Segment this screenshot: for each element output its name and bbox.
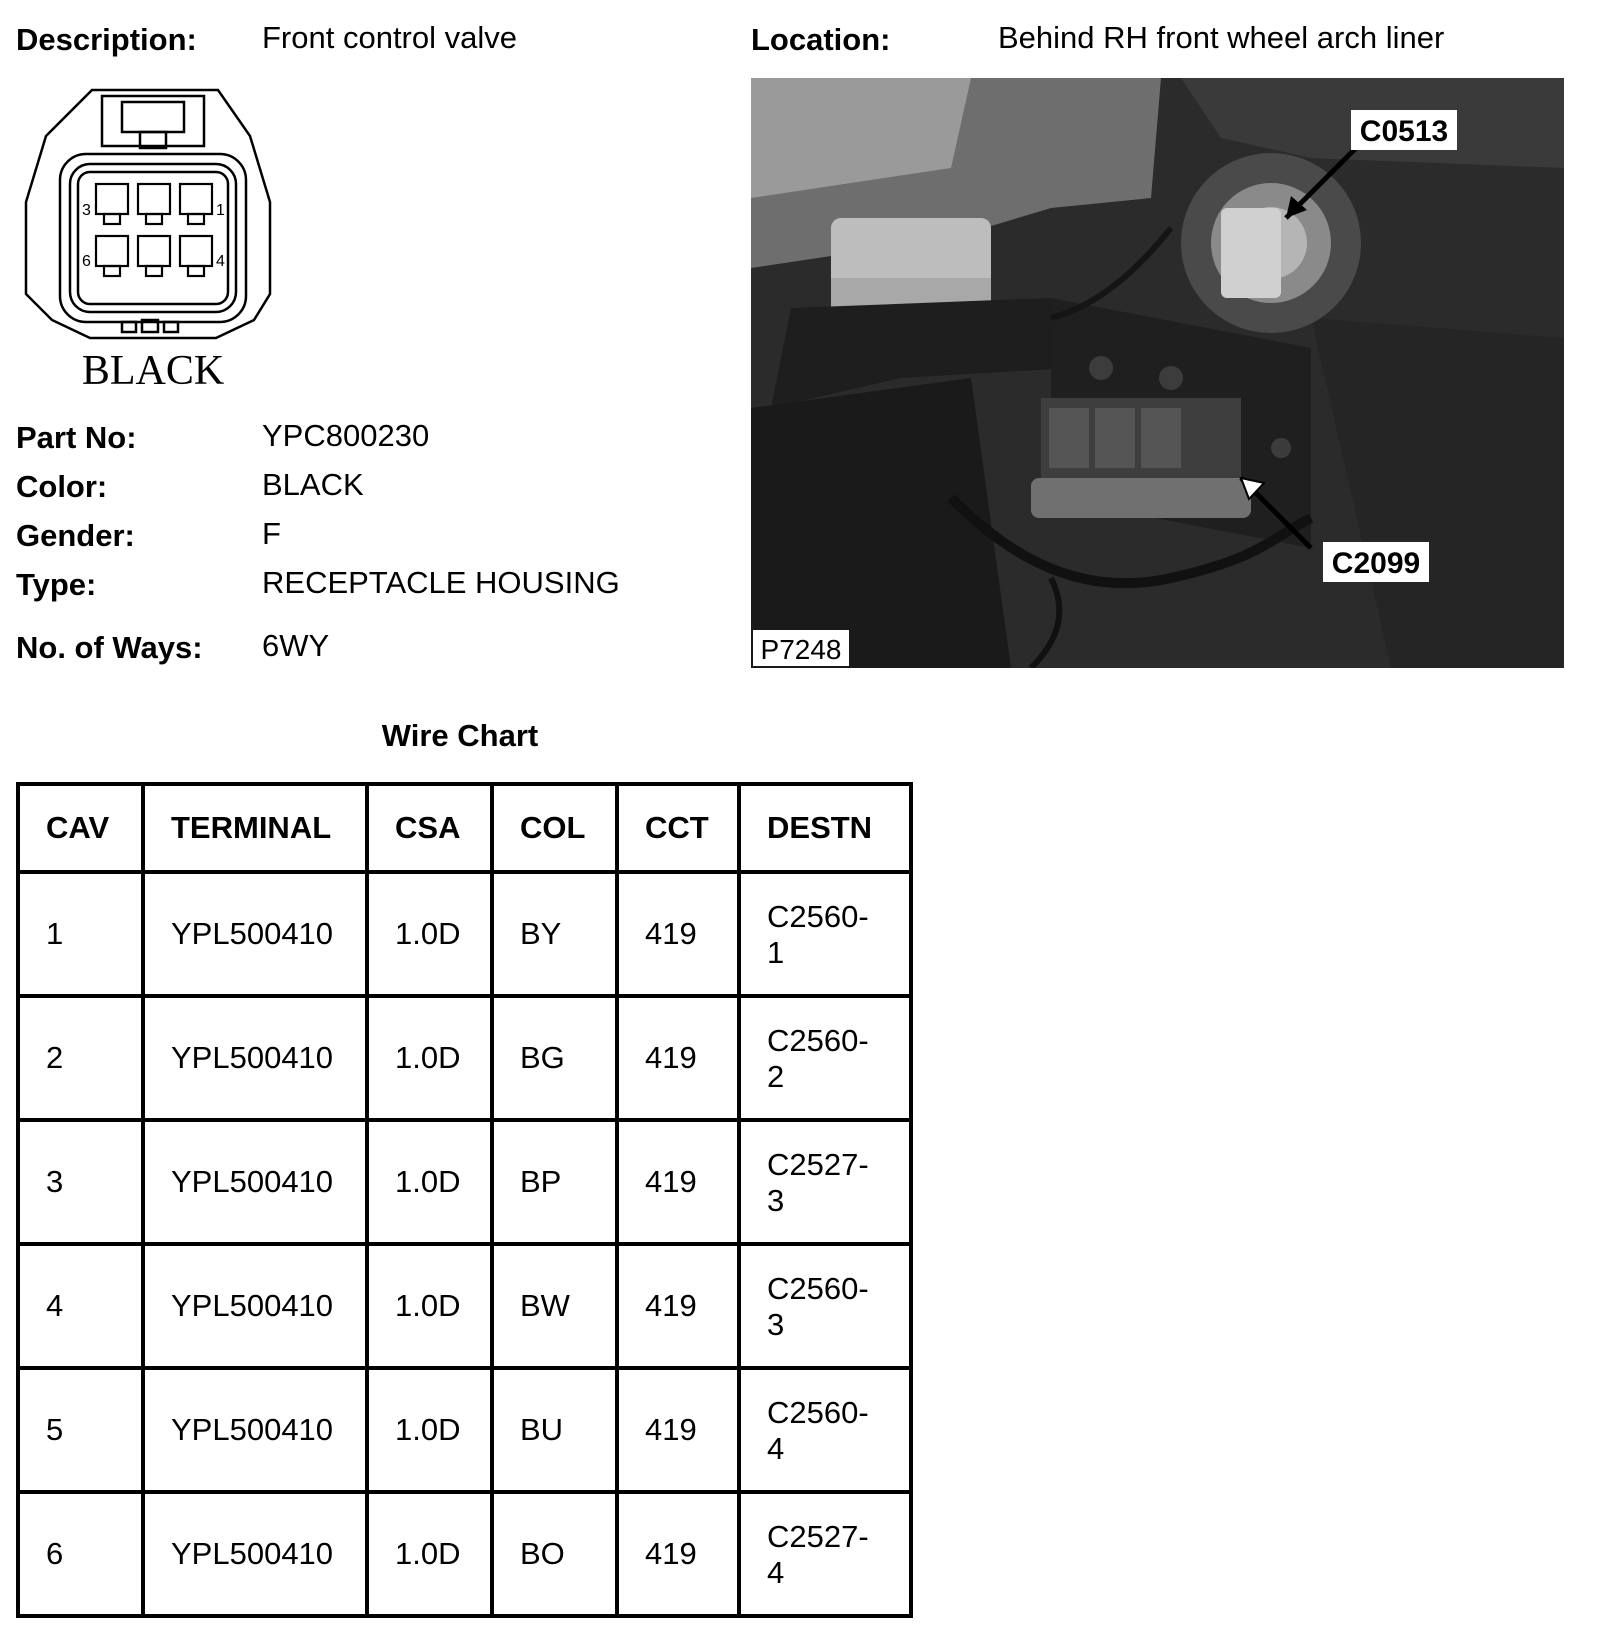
csa-cell: 1.0D bbox=[367, 1368, 492, 1492]
no-of-ways-value: 6WY bbox=[262, 628, 330, 663]
callout-c0513: C0513 bbox=[1359, 115, 1449, 148]
cavity-number-3: 3 bbox=[82, 202, 91, 219]
destn-connector: C2560- bbox=[767, 899, 869, 934]
no-of-ways-label: No. of Ways: bbox=[16, 630, 203, 665]
table-row bbox=[18, 872, 911, 996]
location-label: Location: bbox=[751, 22, 891, 57]
destn-cell bbox=[739, 872, 911, 996]
terminal-cell: YPL500410 bbox=[143, 996, 367, 1120]
table-row bbox=[18, 1492, 911, 1616]
wire-chart-title: Wire Chart bbox=[381, 718, 539, 753]
destn-cell bbox=[739, 1492, 911, 1616]
csa-cell: 1.0D bbox=[367, 872, 492, 996]
header-cct: CCT bbox=[617, 784, 739, 872]
destn-pin: 4 bbox=[767, 1555, 785, 1590]
terminal-cell: YPL500410 bbox=[143, 872, 367, 996]
table-row bbox=[18, 1120, 911, 1244]
col-cell: BU bbox=[492, 1368, 617, 1492]
description-value: Front control valve bbox=[262, 20, 517, 55]
connector-face-diagram bbox=[22, 84, 284, 394]
cct-cell: 419 bbox=[617, 1120, 739, 1244]
terminal-cell: YPL500410 bbox=[143, 1120, 367, 1244]
destn-cell bbox=[739, 1368, 911, 1492]
color-value: BLACK bbox=[262, 467, 364, 502]
cav-cell: 6 bbox=[18, 1492, 143, 1616]
cav-cell: 2 bbox=[18, 996, 143, 1120]
description-label: Description: bbox=[16, 22, 197, 57]
destn-cell bbox=[739, 996, 911, 1120]
header-terminal: TERMINAL bbox=[143, 784, 367, 872]
photo-id-label: P7248 bbox=[760, 634, 842, 665]
terminal-cell: YPL500410 bbox=[143, 1244, 367, 1368]
location-photo bbox=[751, 78, 1564, 668]
cav-cell: 3 bbox=[18, 1120, 143, 1244]
cct-cell: 419 bbox=[617, 1368, 739, 1492]
destn-connector: C2527- bbox=[767, 1519, 869, 1554]
csa-cell: 1.0D bbox=[367, 1492, 492, 1616]
header-destn: DESTN bbox=[739, 784, 911, 872]
destn-pin: 3 bbox=[767, 1183, 785, 1218]
destn-cell bbox=[739, 1120, 911, 1244]
col-cell: BW bbox=[492, 1244, 617, 1368]
table-row bbox=[18, 1244, 911, 1368]
part-no-value: YPC800230 bbox=[262, 418, 430, 453]
cav-cell: 1 bbox=[18, 872, 143, 996]
cct-cell: 419 bbox=[617, 1244, 739, 1368]
destn-pin: 2 bbox=[767, 1059, 785, 1094]
destn-cell bbox=[739, 1244, 911, 1368]
callout-c2099: C2099 bbox=[1331, 547, 1421, 580]
table-header-row bbox=[18, 784, 911, 872]
cavity-number-4: 4 bbox=[216, 253, 225, 270]
col-cell: BP bbox=[492, 1120, 617, 1244]
gender-value: F bbox=[262, 516, 281, 551]
table-row bbox=[18, 1368, 911, 1492]
terminal-cell: YPL500410 bbox=[143, 1492, 367, 1616]
location-value: Behind RH front wheel arch liner bbox=[998, 20, 1445, 55]
cav-cell: 4 bbox=[18, 1244, 143, 1368]
csa-cell: 1.0D bbox=[367, 1120, 492, 1244]
type-value: RECEPTACLE HOUSING bbox=[262, 565, 620, 600]
cavity-number-1: 1 bbox=[216, 202, 225, 219]
destn-connector: C2527- bbox=[767, 1147, 869, 1182]
col-cell: BG bbox=[492, 996, 617, 1120]
destn-pin: 1 bbox=[767, 935, 785, 970]
cct-cell: 419 bbox=[617, 996, 739, 1120]
type-label: Type: bbox=[16, 567, 97, 602]
header-csa: CSA bbox=[367, 784, 492, 872]
destn-pin: 3 bbox=[767, 1307, 785, 1342]
header-col: COL bbox=[492, 784, 617, 872]
gender-label: Gender: bbox=[16, 518, 135, 553]
connector-color-caption: BLACK bbox=[81, 348, 225, 394]
destn-connector: C2560- bbox=[767, 1023, 869, 1058]
destn-pin: 4 bbox=[767, 1431, 785, 1466]
cav-cell: 5 bbox=[18, 1368, 143, 1492]
table-row bbox=[18, 996, 911, 1120]
csa-cell: 1.0D bbox=[367, 996, 492, 1120]
part-no-label: Part No: bbox=[16, 420, 137, 455]
cct-cell: 419 bbox=[617, 1492, 739, 1616]
cavity-number-6: 6 bbox=[82, 253, 91, 270]
col-cell: BY bbox=[492, 872, 617, 996]
wire-chart-table bbox=[16, 782, 913, 1618]
csa-cell: 1.0D bbox=[367, 1244, 492, 1368]
header-cav: CAV bbox=[18, 784, 143, 872]
destn-connector: C2560- bbox=[767, 1271, 869, 1306]
cct-cell: 419 bbox=[617, 872, 739, 996]
destn-connector: C2560- bbox=[767, 1395, 869, 1430]
color-label: Color: bbox=[16, 469, 108, 504]
col-cell: BO bbox=[492, 1492, 617, 1616]
terminal-cell: YPL500410 bbox=[143, 1368, 367, 1492]
